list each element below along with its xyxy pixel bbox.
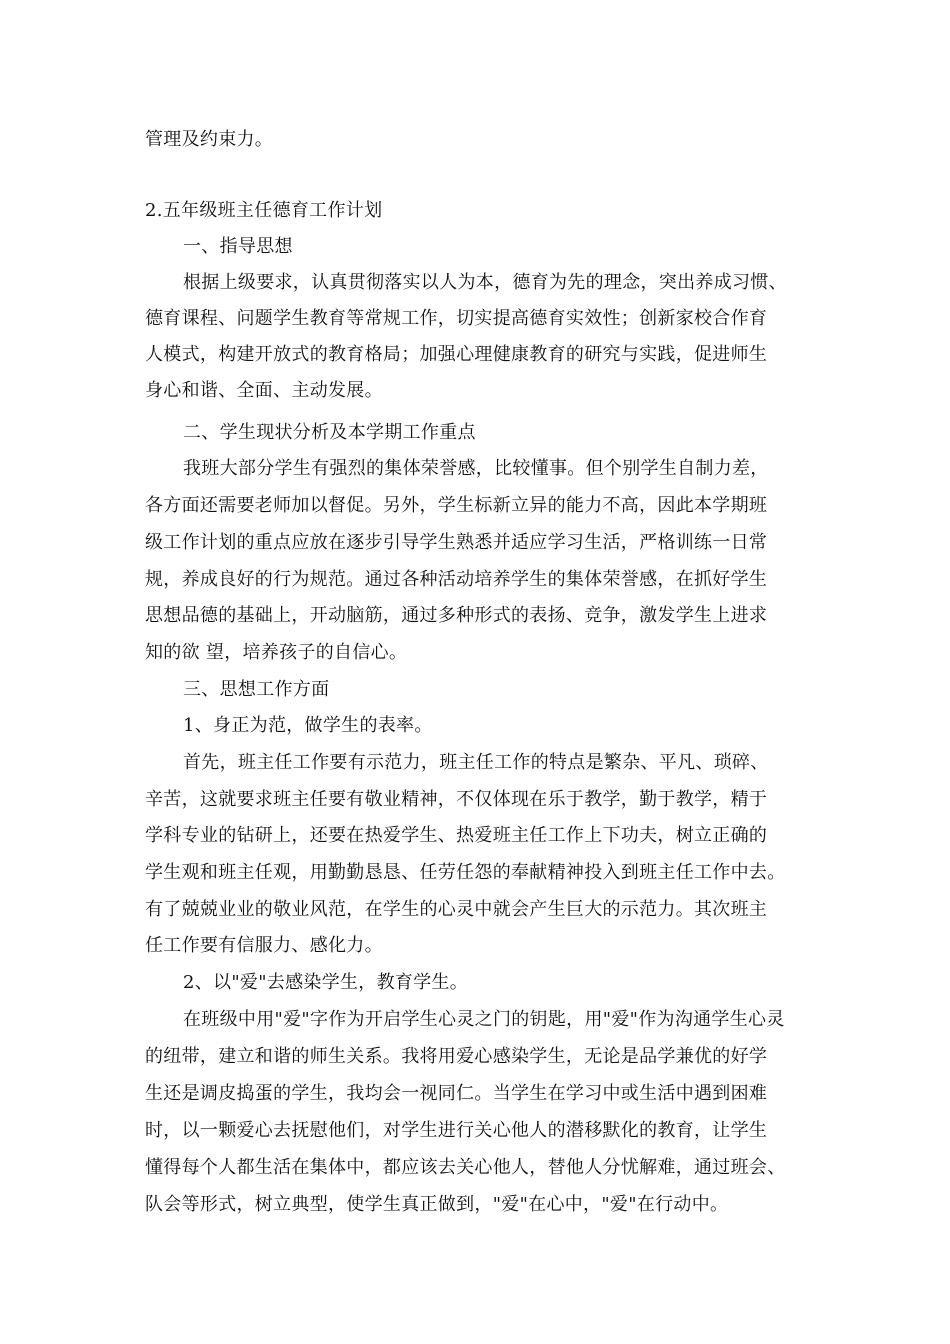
paragraph-line: 思想品德的基础上，开动脑筋，通过多种形式的表扬、竞争，激发学生上进求 bbox=[145, 605, 768, 626]
paragraph-line: 德育课程、问题学生教育等常规工作，切实提高德育实效性；创新家校合作育 bbox=[145, 308, 768, 329]
paragraph-line: 在班级中用"爱"字作为开启学生心灵之门的钥匙，用"爱"作为沟通学生心灵 bbox=[183, 1009, 785, 1030]
paragraph-line: 学生观和班主任观，用勤勤恳恳、任劳任怨的奉献精神投入到班主任工作中去。 bbox=[145, 862, 786, 883]
section-title: 2.五年级班主任德育工作计划 bbox=[145, 200, 383, 221]
paragraph-line: 懂得每个人都生活在集体中，都应该去关心他人，替他人分忧解难，通过班会、 bbox=[145, 1157, 786, 1178]
paragraph-line: 有了兢兢业业的敬业风范，在学生的心灵中就会产生巨大的示范力。其次班主 bbox=[145, 899, 768, 920]
subheading-role-model: 1、身正为范，做学生的表率。 bbox=[183, 715, 433, 736]
paragraph-line: 规，养成良好的行为规范。通过各种活动培养学生的集体荣誉感，在抓好学生 bbox=[145, 569, 768, 590]
paragraph-line: 学科专业的钻研上，还要在热爱学生、热爱班主任工作上下功夫，树立正确的 bbox=[145, 825, 768, 846]
paragraph-line: 生还是调皮捣蛋的学生，我均会一视同仁。当学生在学习中或生活中遇到困难 bbox=[145, 1083, 768, 1104]
heading-student-status: 二、学生现状分析及本学期工作重点 bbox=[183, 422, 476, 443]
paragraph-line: 身心和谐、全面、主动发展。 bbox=[145, 380, 383, 401]
paragraph-line: 辛苦，这就要求班主任要有敬业精神，不仅体现在乐于教学，勤于教学，精于 bbox=[145, 789, 768, 810]
heading-ideological-work: 三、思想工作方面 bbox=[183, 679, 330, 700]
paragraph-line: 时，以一颗爱心去抚慰他们，对学生进行关心他人的潜移默化的教育，让学生 bbox=[145, 1120, 768, 1141]
top-fragment: 管理及约束力。 bbox=[145, 129, 274, 150]
paragraph-line: 我班大部分学生有强烈的集体荣誉感，比较懂事。但个别学生自制力差， bbox=[183, 458, 769, 479]
paragraph-line: 首先，班主任工作要有示范力，班主任工作的特点是繁杂、平凡、琐碎、 bbox=[183, 752, 769, 773]
paragraph-line: 知的欲 望，培养孩子的自信心。 bbox=[145, 642, 408, 663]
paragraph-line: 的纽带，建立和谐的师生关系。我将用爱心感染学生，无论是品学兼优的好学 bbox=[145, 1046, 768, 1067]
paragraph-line: 各方面还需要老师加以督促。另外，学生标新立异的能力不高，因此本学期班 bbox=[145, 495, 768, 516]
paragraph-line: 级工作计划的重点应放在逐步引导学生熟悉并适应学习生活，严格训练一日常 bbox=[145, 532, 768, 553]
paragraph-line: 根据上级要求，认真贯彻落实以人为本，德育为先的理念，突出养成习惯、 bbox=[183, 272, 787, 293]
subheading-love: 2、以"爱"去感染学生，教育学生。 bbox=[183, 972, 469, 993]
paragraph-line: 任工作要有信服力、感化力。 bbox=[145, 935, 383, 956]
paragraph-line: 人模式，构建开放式的教育格局；加强心理健康教育的研究与实践，促进师生 bbox=[145, 344, 768, 365]
paragraph-line: 队会等形式，树立典型，使学生真正做到，"爱"在心中，"爱"在行动中。 bbox=[145, 1194, 729, 1215]
heading-guiding-thought: 一、指导思想 bbox=[183, 236, 293, 257]
